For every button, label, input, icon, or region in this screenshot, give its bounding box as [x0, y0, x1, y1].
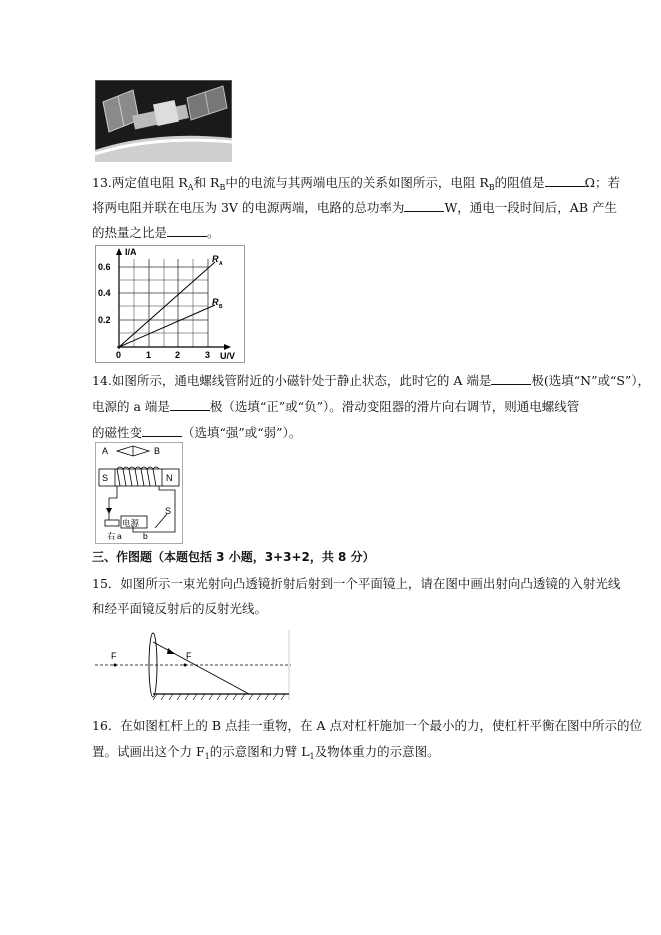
core-s-label: S	[102, 473, 109, 483]
x-axis-label: U/V	[220, 351, 236, 361]
core-n-label: N	[166, 473, 173, 483]
q16-line-1: 16．在如图杠杆上的 B 点挂一重物，在 A 点对杠杆施加一个最小的力，使杠杆平衡在图中所示的位	[92, 718, 643, 733]
right-label: 右	[107, 531, 116, 541]
q14-answer-blank-3[interactable]	[142, 424, 182, 437]
y-tick: 0.6	[98, 262, 111, 272]
y-tick: 0.4	[98, 288, 111, 298]
x-tick: 0	[116, 350, 122, 360]
q15-line-1: 15．如图所示一束光射向凸透镜折射后射到一个平面镜上，请在图中画出射向凸透镜的入射光线	[92, 576, 621, 591]
switch-label: S	[165, 506, 172, 516]
y-axis-label: I/A	[125, 247, 137, 257]
needle-a-label: A	[102, 446, 109, 456]
q13-line-3: 的热量之比是 。	[92, 225, 220, 240]
q14-line-2: 电源的 a 端是 极（选填“正”或“负”）。滑动变阻器的滑片向右调节，则通电螺线管	[92, 399, 580, 414]
q14-answer-blank-1[interactable]	[491, 372, 531, 385]
section-3-heading: 三、作图题（本题包括 3 小题，3+3+2，共 8 分）	[92, 550, 375, 564]
line-b-sub: B	[219, 304, 223, 310]
iu-graph	[95, 245, 245, 363]
q13-line-1: 13.两定值电阻 $R_A$和 $R_B$中的电流与其两端电压的关系如图所示，电阻 $R_B$的阻值是 Ω；若	[92, 175, 621, 192]
q13-answer-blank-2[interactable]	[404, 199, 444, 212]
line-a-label: R	[212, 254, 219, 264]
lens-mirror-figure	[95, 630, 295, 700]
solenoid-figure	[95, 442, 183, 544]
x-tick: 2	[175, 350, 181, 360]
focal-point-left-label: F	[111, 651, 117, 661]
q13-answer-blank-1[interactable]	[545, 174, 585, 187]
terminal-b-label: b	[143, 531, 148, 541]
q13-line-2: 将两电阻并联在电压为 3V 的电源两端，电路的总功率为 W，通电一段时间后，AB 产生	[92, 200, 617, 215]
x-tick: 1	[146, 350, 152, 360]
terminal-a-label: a	[117, 531, 122, 541]
line-a-sub: A	[219, 261, 223, 267]
needle-b-label: B	[154, 446, 161, 456]
power-source-label: 电源	[122, 518, 140, 528]
y-tick: 0.2	[98, 315, 111, 325]
q14-answer-blank-2[interactable]	[170, 398, 210, 411]
q13-answer-blank-3[interactable]	[167, 224, 207, 237]
x-tick: 3	[205, 350, 211, 360]
q15-line-2: 和经平面镜反射后的反射光线。	[92, 601, 268, 616]
q14-line-1: 14.如图所示，通电螺线管附近的小磁针处于静止状态，此时它的 A 端是 极(选填“N”或“S”），	[92, 373, 651, 388]
q14-line-3: 的磁性变 （选填“强”或“弱”）。	[92, 425, 302, 440]
line-b-label: R	[212, 297, 219, 307]
satellite-photo	[95, 80, 232, 162]
q16-line-2: 置。试画出这个力 $F_1$的示意图和力臂 $L_1$及物体重力的示意图。	[92, 744, 440, 761]
focal-point-right-label: F	[186, 651, 192, 661]
